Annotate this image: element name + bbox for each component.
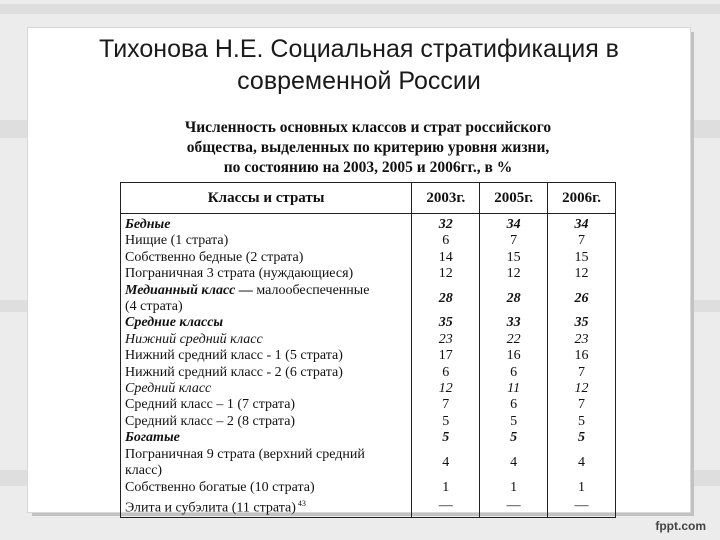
table-row (121, 283, 616, 316)
table-row (121, 414, 616, 430)
value-2006: 35 (548, 315, 616, 331)
value-2006: 12 (548, 266, 616, 282)
value-2006: 7 (548, 233, 616, 249)
header-classes: Классы и страты (121, 183, 412, 214)
header-2003: 2003г. (412, 183, 480, 214)
table-row (121, 397, 616, 413)
value-2006: 16 (548, 348, 616, 364)
table-row (121, 233, 616, 249)
value-2003: 28 (412, 283, 480, 316)
value-2005: 15 (480, 250, 548, 266)
row-label: Нижний средний класс - 1 (5 страта) (121, 348, 412, 364)
value-2006: 15 (548, 250, 616, 266)
value-2003: 6 (412, 233, 480, 249)
value-2005: 1 (480, 480, 548, 496)
caption-line-1: Численность основных классов и страт российского (184, 119, 552, 136)
row-label-line-2: класс) (125, 463, 163, 479)
value-2005: 22 (480, 332, 548, 348)
fppt-logo: fppt.com (655, 519, 706, 533)
value-2006: 26 (548, 283, 616, 316)
value-2005: 12 (480, 266, 548, 282)
row-label (121, 447, 412, 480)
value-2005: 5 (480, 430, 548, 446)
header-2005: 2005г. (480, 183, 548, 214)
value-2006: 1 (548, 480, 616, 496)
value-2003: 32 (412, 214, 480, 234)
footnote-ref: 43 (297, 498, 306, 508)
table-row (121, 365, 616, 381)
table-row (121, 315, 616, 331)
table-header-row (121, 183, 616, 214)
row-label: Средние классы (121, 315, 412, 331)
value-2005: 16 (480, 348, 548, 364)
value-2005: 28 (480, 283, 548, 316)
table-row (121, 250, 616, 266)
value-2003: 17 (412, 348, 480, 364)
table-row (121, 381, 616, 397)
value-2003: 5 (412, 430, 480, 446)
row-label: Нижний средний класс - 2 (6 страта) (121, 365, 412, 381)
value-2003: 6 (412, 365, 480, 381)
row-label: Нищие (1 страта) (121, 233, 412, 249)
row-label: Собственно богатые (10 страта) (121, 480, 412, 496)
slide-title-line-2: современной России (237, 67, 481, 95)
value-2003: 12 (412, 266, 480, 282)
table-row (121, 430, 616, 446)
value-2003: 1 (412, 480, 480, 496)
row-label-text: Элита и субэлита (11 страта) (125, 500, 296, 516)
table-row (121, 332, 616, 348)
table-row (121, 480, 616, 496)
value-2006: 34 (548, 214, 616, 234)
value-2006: 4 (548, 447, 616, 480)
row-label-line-1: Пограничная 9 страта (верхний средний (125, 446, 365, 462)
table-row (121, 214, 616, 234)
value-2003: — (412, 496, 480, 518)
value-2005: 33 (480, 315, 548, 331)
header-2006: 2006г. (548, 183, 616, 214)
value-2005: 6 (480, 397, 548, 413)
strata-table (120, 182, 616, 518)
row-label (121, 496, 412, 518)
value-2005: 4 (480, 447, 548, 480)
value-2006: 5 (548, 430, 616, 446)
value-2003: 4 (412, 447, 480, 480)
value-2006: 7 (548, 397, 616, 413)
row-label: Средний класс – 1 (7 страта) (121, 397, 412, 413)
value-2006: 7 (548, 365, 616, 381)
table-caption (118, 118, 618, 178)
table-row (121, 496, 616, 518)
value-2006: — (548, 496, 616, 518)
value-2005: 7 (480, 233, 548, 249)
row-label-bold: Медианный класс — (125, 282, 257, 298)
row-label: Нижний средний класс (121, 332, 412, 348)
table-row (121, 348, 616, 364)
value-2006: 5 (548, 414, 616, 430)
slide-title (28, 33, 690, 97)
value-2003: 12 (412, 381, 480, 397)
row-label: Средний класс – 2 (8 страта) (121, 414, 412, 430)
value-2003: 35 (412, 315, 480, 331)
value-2005: — (480, 496, 548, 518)
value-2003: 14 (412, 250, 480, 266)
row-label: Собственно бедные (2 страта) (121, 250, 412, 266)
table-row (121, 447, 616, 480)
value-2006: 12 (548, 381, 616, 397)
value-2003: 23 (412, 332, 480, 348)
value-2005: 34 (480, 214, 548, 234)
table-row (121, 266, 616, 282)
caption-line-3: по состоянию на 2003, 2005 и 2006гг., в % (223, 159, 513, 176)
slide-title-line-1: Тихонова Н.Е. Социальная стратификация в (99, 35, 619, 63)
value-2003: 5 (412, 414, 480, 430)
row-label-rest: малообеспеченные (256, 282, 370, 298)
row-label: Богатые (121, 430, 412, 446)
value-2003: 7 (412, 397, 480, 413)
row-label-line-2: (4 страта) (125, 299, 183, 315)
caption-line-2: общества, выделенных по критерию уровня жизни, (186, 139, 550, 156)
row-label: Средний класс (121, 381, 412, 397)
row-label: Бедные (121, 214, 412, 234)
row-label: Пограничная 3 страта (нуждающиеся) (121, 266, 412, 282)
value-2005: 5 (480, 414, 548, 430)
row-label (121, 283, 412, 316)
value-2005: 11 (480, 381, 548, 397)
value-2006: 23 (548, 332, 616, 348)
value-2005: 6 (480, 365, 548, 381)
